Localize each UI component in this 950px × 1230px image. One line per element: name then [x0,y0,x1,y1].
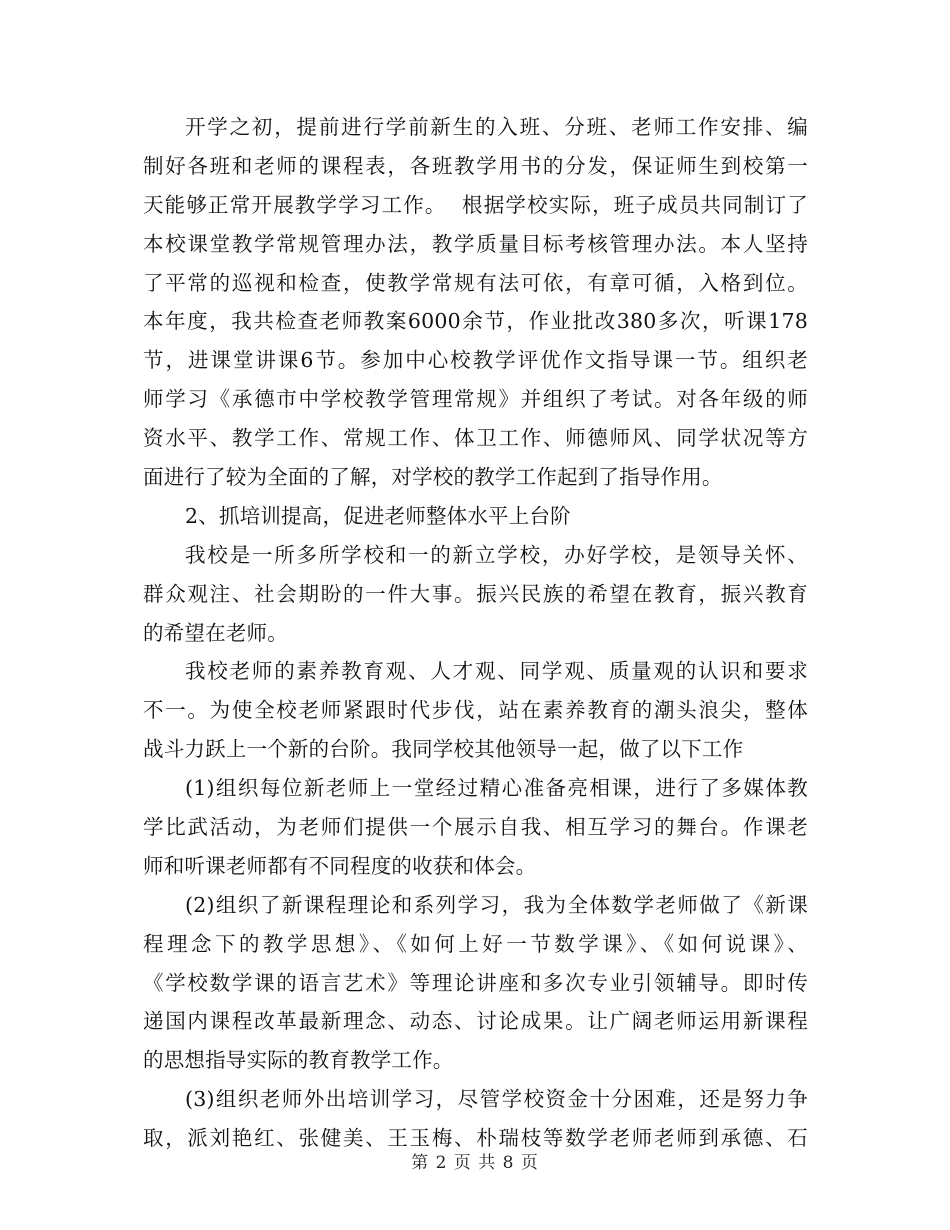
text-line: (2)组织了新课程理论和系列学习，我为全体数学老师做了《新课 [185,892,808,917]
text-line: 我校老师的素养教育观、人才观、同学观、质量观的认识和要求 [185,659,808,684]
text-line: 制好各班和老师的课程表，各班教学用书的分发，保证师生到校第一 [143,153,808,178]
text-line: 递国内课程改革最新理念、动态、讨论成果。让广阔老师运用新课程 [143,1009,808,1034]
text-line: 开学之初，提前进行学前新生的入班、分班、老师工作安排、编 [185,115,808,139]
text-line: 不一。为使全校老师紧跟时代步伐，站在素养教育的潮头浪尖，整体 [143,698,808,723]
text-line: 战斗力跃上一个新的台阶。我同学校其他领导一起，做了以下工作 [143,737,744,762]
text-line: 的思想指导实际的教育教学工作。 [143,1048,454,1073]
text-line: 我校是一所多所学校和一的新立学校，办好学校，是领导关怀、 [185,542,808,567]
text-line: 天能够正常开展教学学习工作。 根据学校实际，班子成员共同制订了 [143,192,808,217]
text-line: 取，派刘艳红、张健美、王玉梅、朴瑞枝等数学老师老师到承德、石 [143,1126,808,1151]
document-body [143,108,808,1158]
text-line: 程理念下的教学思想》、《如何上好一节数学课》、《如何说课》、 [143,931,808,956]
text-line: 了平常的巡视和检查，使教学常规有法可依，有章可循，入格到位。 [143,270,808,295]
text-line: 师和听课老师都有不同程度的收获和体会。 [143,853,537,878]
text-line: 资水平、教学工作、常规工作、体卫工作、师德师风、同学状况等方 [143,426,808,451]
text-line: 本年度，我共检查老师教案6000余节，作业批改380多次，听课178 [143,309,808,334]
section-heading: 2、抓培训提高，促进老师整体水平上台阶 [185,503,571,528]
text-line: 本校课堂教学常规管理办法，教学质量目标考核管理办法。本人坚持 [143,231,808,256]
text-line: 的希望在老师。 [143,620,288,645]
text-line: (1)组织每位新老师上一堂经过精心准备亮相课，进行了多媒体教 [185,776,808,801]
page-number-footer: 第 2 页 共 8 页 [411,1153,539,1173]
text-line: (3)组织老师外出培训学习，尽管学校资金十分困难，还是努力争 [185,1087,808,1112]
text-line: 师学习《承德市中学校教学管理常规》并组织了考试。对各年级的师 [143,387,808,412]
text-line: 面进行了较为全面的了解，对学校的教学工作起到了指导作用。 [143,465,723,490]
text-line: 《学校数学课的语言艺术》等理论讲座和多次专业引领辅导。即时传 [143,970,808,995]
text-line: 群众观注、社会期盼的一件大事。振兴民族的希望在教育，振兴教育 [143,581,808,606]
text-line: 节，进课堂讲课6节。参加中心校教学评优作文指导课一节。组织老 [143,348,808,373]
text-line: 学比武活动，为老师们提供一个展示自我、相互学习的舞台。作课老 [143,815,808,840]
